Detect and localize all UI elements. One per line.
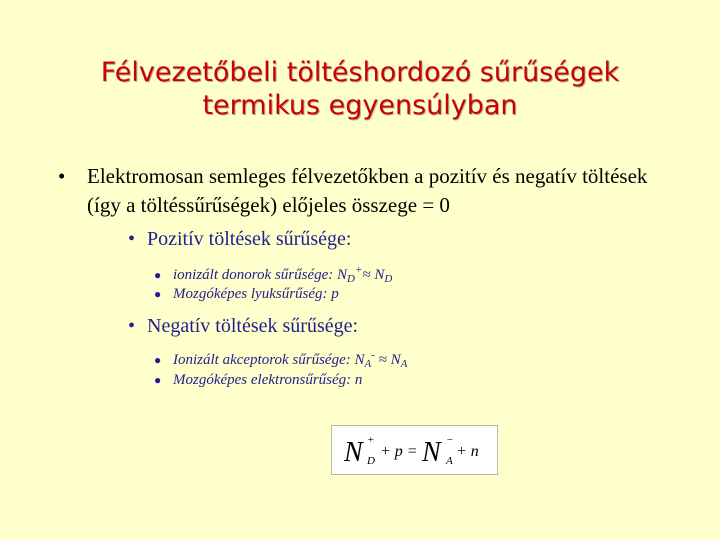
- list-item-electron-density: ● Mozgóképes elektronsűrűség: n: [154, 372, 363, 388]
- list-item-ionized-acceptors: ● Ionizált akceptorok sűrűsége: $N_A^- \approx N_A$: [154, 349, 408, 370]
- formula-na-sub: A: [446, 455, 453, 467]
- bullet-dot-icon: •: [58, 164, 66, 188]
- main-bullet-text: Elektromosan semleges félvezetőkben a pozitív és negatív töltések (így a töltéssűrűségek) előjeles összege = 0: [87, 164, 648, 217]
- small-bullet-icon: ●: [154, 353, 162, 367]
- formula-nd-sub: D: [367, 455, 375, 467]
- positive-heading-text: Pozitív töltések sűrűsége:: [147, 228, 352, 250]
- bullet-dot-icon: •: [128, 315, 136, 337]
- formula-na: N: [422, 437, 441, 468]
- formula-plus-p: + p =: [380, 443, 418, 460]
- formula-na-sup: −: [446, 434, 454, 446]
- formula-nd-sup: +: [367, 434, 375, 446]
- list-item-ionized-donors: ● ionizált donorok sűrűsége: $N_D^+\approx N_D$: [154, 264, 393, 285]
- negative-charges-heading: [128, 313, 358, 339]
- positive-charges-heading: [128, 226, 351, 252]
- small-bullet-icon: ●: [154, 268, 162, 282]
- small-bullet-icon: ●: [154, 373, 162, 387]
- bullet-dot-icon: •: [128, 228, 136, 250]
- formula-nd: N: [344, 437, 363, 468]
- formula-plus-n: + n: [456, 443, 479, 460]
- slide-title: [0, 56, 720, 122]
- list-item-hole-density: ● Mozgóképes lyuksűrűség: p: [154, 286, 339, 302]
- negative-heading-text: Negatív töltések sűrűsége:: [147, 315, 359, 337]
- title-line-1: Félvezetőbeli töltéshordozó sűrűségek: [100, 57, 620, 88]
- small-bullet-icon: ●: [154, 287, 162, 301]
- formula-svg: [332, 426, 497, 474]
- title-line-2: termikus egyensúlyban: [202, 90, 518, 121]
- charge-neutrality-formula: [331, 425, 498, 475]
- main-bullet: [58, 162, 678, 220]
